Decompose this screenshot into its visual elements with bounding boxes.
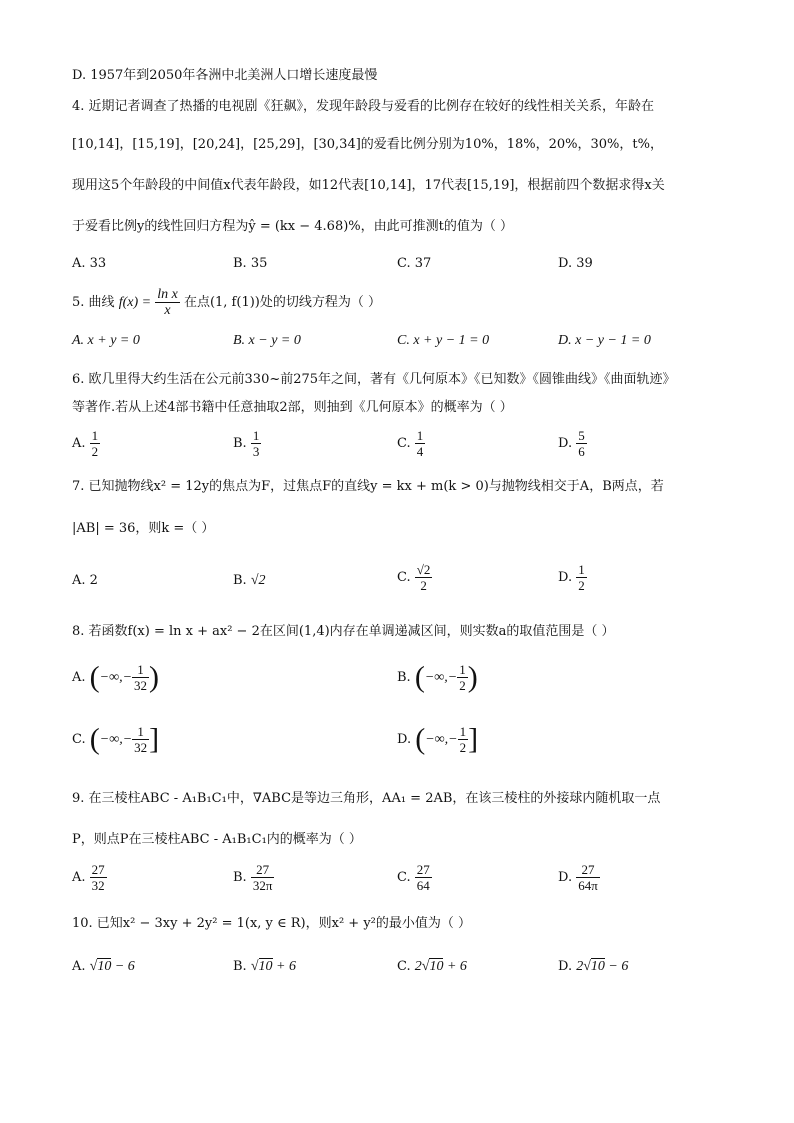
- q5-suffix: 在点(1, f(1))处的切线方程为（ ）: [183, 295, 381, 310]
- q9-b-fraction: [251, 862, 275, 893]
- q8-a-num: 1: [132, 662, 149, 678]
- q7-d-den: 2: [578, 578, 585, 593]
- q10-option-a: [72, 957, 135, 977]
- q10-c-label: C.: [397, 959, 411, 974]
- q4-option-c: C. 37: [397, 256, 432, 271]
- q8-d-num: 1: [459, 724, 467, 739]
- q8-option-b: [397, 662, 478, 693]
- q6-option-a: [72, 428, 100, 459]
- q10-c-radicand: 10: [429, 959, 444, 974]
- q8-b-right-bracket: ): [467, 660, 478, 694]
- q9-option-c: [397, 862, 432, 893]
- q8-option-a: [72, 662, 159, 693]
- q8-a-den: 32: [134, 678, 148, 693]
- q7-d-num: 1: [578, 562, 585, 577]
- q6-line-1: 6. 欧几里得大约生活在公元前330~前275年之间，著有《几何原本》《已知数》《圆锥曲线》《曲面轨迹》: [72, 372, 676, 387]
- q9-line-2: P，则点P在三棱柱ABC - A₁B₁C₁内的概率为（ ）: [72, 832, 362, 847]
- q10-d-coef: 2: [576, 959, 584, 974]
- q7-line-1: 7. 已知抛物线x² = 12y的焦点为F，过焦点F的直线y = kx + m(k > 0)与抛物线相交于A，B两点，若: [72, 479, 664, 494]
- q6-a-den: 2: [91, 444, 99, 459]
- q10-c-tail: + 6: [443, 959, 467, 974]
- q7-option-c-label: C.: [397, 570, 411, 585]
- q10-d-label: D.: [558, 959, 573, 974]
- q10-a-radicand: 10: [97, 959, 112, 974]
- q9-line-1: 9. 在三棱柱ABC - A₁B₁C₁中，∇ABC是等边三角形，AA₁ = 2AB，在该三棱柱的外接球内随机取一点: [72, 791, 661, 806]
- q8-b-label: B.: [397, 670, 411, 685]
- q10-b-label: B.: [233, 959, 247, 974]
- q8-c-left-bracket: (: [89, 722, 100, 756]
- q10-option-c: [397, 957, 467, 977]
- q7-c-den: 2: [420, 578, 427, 593]
- q8-b-fraction: [457, 662, 468, 693]
- q8-d-den: 2: [459, 740, 467, 755]
- q4-line-4: 于爱看比例y的线性回归方程为ŷ = (kx − 4.68)%，由此可推测t的值为（ ）: [72, 219, 514, 234]
- q8-c-inner: −∞,−: [99, 732, 133, 747]
- q8-c-label: C.: [72, 732, 86, 747]
- q9-a-num: 27: [91, 862, 105, 877]
- q6-option-d: [558, 428, 587, 459]
- q10-b-radicand: 10: [258, 959, 273, 974]
- q7-option-b: [233, 571, 266, 591]
- q8-d-left-bracket: (: [415, 722, 426, 756]
- q10-d-sqrt-sign: √: [583, 959, 591, 974]
- q6-option-a-label: A.: [72, 436, 86, 451]
- q10-option-d: [558, 957, 628, 977]
- q8-option-d: [397, 724, 478, 755]
- q6-d-num: 5: [578, 428, 585, 443]
- q8-d-inner: −∞,−: [425, 732, 458, 747]
- q7-option-a: A. 2: [72, 573, 98, 588]
- q5-fraction: [155, 287, 180, 318]
- q8-c-right-bracket: ]: [149, 722, 160, 756]
- q8-c-fraction: [132, 724, 149, 755]
- q4-option-a: A. 33: [72, 256, 107, 271]
- q6-a-num: 1: [91, 428, 99, 443]
- q10-d-radicand: 10: [590, 959, 605, 974]
- q9-c-label: C.: [397, 870, 411, 885]
- q4-option-b: B. 35: [233, 256, 268, 271]
- q9-d-den: 64π: [578, 878, 598, 893]
- q8-line-1: 8. 若函数f(x) = ln x + ax² − 2在区间(1,4)内存在单调递减区间，则实数a的取值范围是（ ）: [72, 624, 615, 639]
- q6-option-d-label: D.: [558, 436, 573, 451]
- q8-d-fraction: [458, 724, 469, 755]
- q9-a-fraction: [90, 862, 107, 893]
- q9-d-fraction: [576, 862, 600, 893]
- q8-c-num: 1: [132, 724, 149, 740]
- q9-c-fraction: [415, 862, 432, 893]
- q9-option-d: [558, 862, 600, 893]
- q5-prefix: 5. 曲线: [72, 295, 115, 310]
- q6-d-den: 6: [578, 444, 585, 459]
- q7-option-d: [558, 562, 587, 593]
- q5-fraction-num: ln x: [157, 287, 178, 302]
- q6-option-c-fraction: [415, 428, 426, 459]
- q5-function: f(x) =: [118, 295, 152, 310]
- q8-a-label: A.: [72, 670, 86, 685]
- q8-b-num: 1: [459, 662, 466, 677]
- q10-line-1: 10. 已知x² − 3xy + 2y² = 1(x, y ∈ R)，则x² + y²的最小值为（ ）: [72, 916, 472, 931]
- q7-c-num: √2: [416, 562, 431, 577]
- q7-option-c: [397, 562, 432, 593]
- prev-question-option-d: D. 1957年到2050年各洲中北美洲人口增长速度最慢: [72, 68, 378, 83]
- q9-d-num: 27: [576, 862, 600, 878]
- q8-a-left-bracket: (: [89, 660, 100, 694]
- q7-option-c-fraction: [415, 562, 433, 593]
- q4-line-3: 现用这5个年龄段的中间值x代表年龄段，如12代表[10,14]，17代表[15,19]，根据前四个数据求得x关: [72, 178, 665, 193]
- q9-a-den: 32: [91, 878, 105, 893]
- q6-option-b: [233, 428, 261, 459]
- q9-option-b: [233, 862, 274, 893]
- q8-d-label: D.: [397, 732, 412, 747]
- q6-option-b-fraction: [251, 428, 262, 459]
- q6-c-num: 1: [416, 428, 424, 443]
- q7-option-d-label: D.: [558, 570, 573, 585]
- q10-c-coef: 2: [414, 959, 422, 974]
- q6-option-a-fraction: [90, 428, 101, 459]
- q9-a-label: A.: [72, 870, 86, 885]
- q6-option-b-label: B.: [233, 436, 247, 451]
- q10-b-sqrt-sign: √: [250, 959, 259, 974]
- q6-b-den: 3: [252, 444, 260, 459]
- q6-option-c: [397, 428, 425, 459]
- q10-option-b: [233, 957, 296, 977]
- q10-a-tail: − 6: [111, 959, 135, 974]
- q10-a-sqrt-sign: √: [89, 959, 98, 974]
- q6-line-2: 等著作.若从上述4部书籍中任意抽取2部，则抽到《几何原本》的概率为（ ）: [72, 400, 513, 415]
- q10-c-sqrt-sign: √: [421, 959, 430, 974]
- q6-b-num: 1: [252, 428, 260, 443]
- q8-a-right-bracket: ): [149, 660, 160, 694]
- q9-b-label: B.: [233, 870, 247, 885]
- q9-b-num: 27: [251, 862, 275, 878]
- q5-option-c: C. x + y − 1 = 0: [397, 333, 490, 348]
- q8-b-inner: −∞,−: [424, 670, 458, 685]
- q7-option-d-fraction: [576, 562, 587, 593]
- q9-option-a: [72, 862, 107, 893]
- q8-b-den: 2: [459, 678, 466, 693]
- q5-option-a: A. x + y = 0: [72, 333, 140, 348]
- q8-c-den: 32: [134, 740, 148, 755]
- q9-b-den: 32π: [252, 878, 273, 893]
- q9-d-label: D.: [558, 870, 573, 885]
- q5-stem: [72, 287, 381, 318]
- q7-option-b-value: √2: [250, 573, 266, 588]
- q6-option-c-label: C.: [397, 436, 411, 451]
- q7-option-b-label: B.: [233, 573, 247, 588]
- q10-a-label: A.: [72, 959, 86, 974]
- q8-option-c: [72, 724, 159, 755]
- q5-fraction-den: x: [164, 303, 171, 318]
- q4-line-2: [10,14]，[15,19]，[20,24]，[25,29]，[30,34]的爱看比例分别为10%，18%，20%，30%，t%，: [72, 137, 663, 152]
- q8-a-fraction: [132, 662, 149, 693]
- q9-c-den: 64: [416, 878, 430, 893]
- q6-c-den: 4: [416, 444, 424, 459]
- q9-c-num: 27: [416, 862, 430, 877]
- q7-line-2: |AB| = 36，则k =（ ）: [72, 521, 215, 536]
- q10-b-tail: + 6: [272, 959, 296, 974]
- q8-a-inner: −∞,−: [99, 670, 133, 685]
- q4-option-d: D. 39: [558, 256, 593, 271]
- q4-line-1: 4. 近期记者调查了热播的电视剧《狂飙》，发现年龄段与爱看的比例存在较好的线性相关关系，年龄在: [72, 99, 655, 114]
- q6-option-d-fraction: [576, 428, 587, 459]
- q5-option-b: B. x − y = 0: [233, 333, 301, 348]
- q8-b-left-bracket: (: [414, 660, 425, 694]
- q8-d-right-bracket: ]: [468, 722, 479, 756]
- q10-d-tail: − 6: [604, 959, 629, 974]
- q5-option-d: D. x − y − 1 = 0: [558, 333, 651, 348]
